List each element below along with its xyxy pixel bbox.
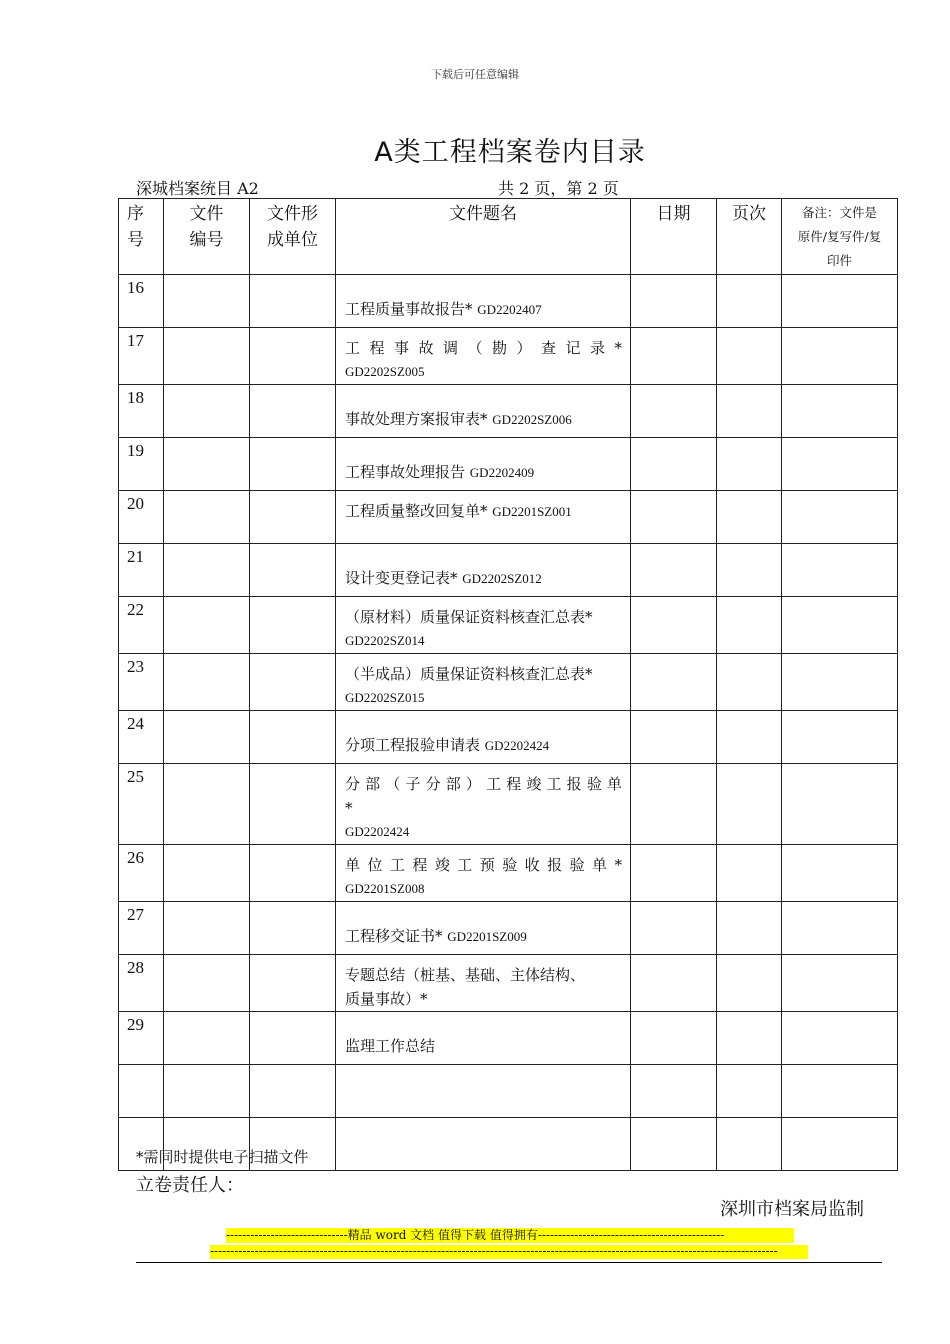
remark-cell xyxy=(782,597,898,654)
unit-cell xyxy=(250,654,336,711)
file-title: 监理工作总结 xyxy=(345,1037,436,1055)
doc-number-cell xyxy=(164,438,250,491)
row-number: 20 xyxy=(119,491,164,544)
file-title: 工程质量整改回复单* xyxy=(345,502,488,520)
file-code: GD2202SZ012 xyxy=(462,571,542,586)
footnote: *需同时提供电子扫描文件 xyxy=(136,1148,309,1166)
table-row xyxy=(119,711,898,764)
file-title: 工程移交证书* xyxy=(345,927,443,945)
table-row xyxy=(119,1012,898,1065)
file-title-cell xyxy=(336,1012,631,1065)
unit-cell xyxy=(250,275,336,328)
file-code: GD2202SZ006 xyxy=(492,412,572,427)
responsible-label: 立卷责任人： xyxy=(136,1175,244,1196)
table-row xyxy=(119,764,898,845)
row-number: 18 xyxy=(119,385,164,438)
page-cell xyxy=(717,1118,782,1171)
file-title-cell xyxy=(336,491,631,544)
file-title-cell xyxy=(336,711,631,764)
page-cell xyxy=(717,711,782,764)
file-title: 分项工程报验申请表 xyxy=(345,736,481,754)
file-code: GD2202424 xyxy=(345,824,410,839)
header-seq: 序 号 xyxy=(119,199,164,275)
row-number: 26 xyxy=(119,845,164,902)
remark-cell xyxy=(782,544,898,597)
file-title-cell xyxy=(336,1065,631,1118)
unit-cell xyxy=(250,764,336,845)
catalog-code: 深城档案统目 A2 xyxy=(136,179,259,198)
table-row xyxy=(119,544,898,597)
table-row xyxy=(119,275,898,328)
file-code: GD2201SZ008 xyxy=(345,881,425,896)
doc-number-cell xyxy=(164,385,250,438)
doc-number-cell xyxy=(164,711,250,764)
row-number: 25 xyxy=(119,764,164,845)
remark-cell xyxy=(782,1012,898,1065)
page-cell xyxy=(717,275,782,328)
unit-cell xyxy=(250,438,336,491)
remark-cell xyxy=(782,328,898,385)
file-title: 工 程 事 故 调 （ 勘 ） 查 记 录 * xyxy=(345,339,622,357)
row-number: 22 xyxy=(119,597,164,654)
table-row xyxy=(119,597,898,654)
header-date: 日期 xyxy=(631,199,717,275)
remark-cell xyxy=(782,711,898,764)
file-title-cell xyxy=(336,385,631,438)
unit-cell xyxy=(250,328,336,385)
file-title-cell xyxy=(336,764,631,845)
doc-number-cell xyxy=(164,544,250,597)
remark-cell xyxy=(782,902,898,955)
header-note: 下载后可任意编辑 xyxy=(431,68,519,81)
file-title: 工程质量事故报告* xyxy=(345,300,473,318)
row-number: 21 xyxy=(119,544,164,597)
remark-cell xyxy=(782,955,898,1012)
table-row xyxy=(119,654,898,711)
page-cell xyxy=(717,845,782,902)
date-cell xyxy=(631,328,717,385)
doc-number-cell xyxy=(164,1065,250,1118)
file-code: GD2201SZ001 xyxy=(492,504,572,519)
table-row xyxy=(119,491,898,544)
doc-number-cell xyxy=(164,1012,250,1065)
header-doc-number: 文件 编号 xyxy=(164,199,250,275)
page-cell xyxy=(717,654,782,711)
catalog-table xyxy=(118,198,898,1171)
unit-cell xyxy=(250,597,336,654)
page-cell xyxy=(717,385,782,438)
file-title: （半成品）质量保证资料核查汇总表* xyxy=(345,665,593,683)
file-title: 事故处理方案报审表* xyxy=(345,410,488,428)
file-code: GD2202409 xyxy=(469,465,535,480)
file-title: （原材料）质量保证资料核查汇总表* xyxy=(345,608,593,626)
file-title: 设计变更登记表* xyxy=(345,569,458,587)
doc-number-cell xyxy=(164,902,250,955)
date-cell xyxy=(631,1118,717,1171)
date-cell xyxy=(631,711,717,764)
date-cell xyxy=(631,438,717,491)
date-cell xyxy=(631,597,717,654)
unit-cell xyxy=(250,1012,336,1065)
doc-number-cell xyxy=(164,491,250,544)
row-number: 28 xyxy=(119,955,164,1012)
doc-number-cell xyxy=(164,597,250,654)
table-row xyxy=(119,955,898,1012)
doc-number-cell xyxy=(164,275,250,328)
page-count: 共 2 页，第 2 页 xyxy=(498,179,619,198)
date-cell xyxy=(631,764,717,845)
table-row xyxy=(119,328,898,385)
row-number: 16 xyxy=(119,275,164,328)
page-cell xyxy=(717,955,782,1012)
unit-cell xyxy=(250,902,336,955)
promo-banner-line2: -------------------------------------------------------------------------------------------------------------------------------------------- xyxy=(210,1245,808,1259)
file-code: GD2201SZ009 xyxy=(447,929,527,944)
unit-cell xyxy=(250,955,336,1012)
file-title: 专题总结（桩基、基础、主体结构、 xyxy=(345,966,586,984)
file-title: 分 部 （ 子 分 部 ） 工 程 竣 工 报 验 单 * xyxy=(345,775,622,817)
unit-cell xyxy=(250,491,336,544)
row-number: 23 xyxy=(119,654,164,711)
unit-cell xyxy=(250,1065,336,1118)
remark-cell xyxy=(782,438,898,491)
unit-cell xyxy=(250,711,336,764)
doc-number-cell xyxy=(164,845,250,902)
table-row xyxy=(119,902,898,955)
remark-cell xyxy=(782,275,898,328)
unit-cell xyxy=(250,385,336,438)
header-title: 文件题名 xyxy=(336,199,631,275)
header-remark: 备注：文件是 原件/复写件/复 印件 xyxy=(782,199,898,275)
doc-number-cell xyxy=(164,328,250,385)
file-code: GD2202SZ014 xyxy=(345,633,425,648)
date-cell xyxy=(631,902,717,955)
unit-cell xyxy=(250,544,336,597)
file-title-cell xyxy=(336,328,631,385)
date-cell xyxy=(631,385,717,438)
footer-divider xyxy=(136,1262,882,1263)
file-title-cell xyxy=(336,1118,631,1171)
file-title-cell xyxy=(336,438,631,491)
row-number: 29 xyxy=(119,1012,164,1065)
row-number: 17 xyxy=(119,328,164,385)
row-number: 19 xyxy=(119,438,164,491)
date-cell xyxy=(631,275,717,328)
date-cell xyxy=(631,1012,717,1065)
file-code: GD2202424 xyxy=(484,738,550,753)
table-header-row xyxy=(119,199,898,275)
date-cell xyxy=(631,491,717,544)
page-cell xyxy=(717,1065,782,1118)
doc-number-cell xyxy=(164,764,250,845)
file-title-cell xyxy=(336,544,631,597)
file-title-cell xyxy=(336,955,631,1012)
file-title-cell xyxy=(336,845,631,902)
file-title-cell xyxy=(336,597,631,654)
file-title: 工程事故处理报告 xyxy=(345,463,466,481)
row-number xyxy=(119,1065,164,1118)
file-code: GD2202SZ005 xyxy=(345,364,425,379)
page-cell xyxy=(717,438,782,491)
date-cell xyxy=(631,1065,717,1118)
file-code: GD2202SZ015 xyxy=(345,690,425,705)
date-cell xyxy=(631,845,717,902)
page-cell xyxy=(717,328,782,385)
file-code: GD2202407 xyxy=(477,302,542,317)
remark-cell xyxy=(782,385,898,438)
date-cell xyxy=(631,544,717,597)
page-cell xyxy=(717,902,782,955)
file-title: 单 位 工 程 竣 工 预 验 收 报 验 单 * xyxy=(345,856,622,874)
remark-cell xyxy=(782,1118,898,1171)
remark-cell xyxy=(782,654,898,711)
page-cell xyxy=(717,597,782,654)
date-cell xyxy=(631,654,717,711)
table-row xyxy=(119,1065,898,1118)
header-unit: 文件形 成单位 xyxy=(250,199,336,275)
page-cell xyxy=(717,764,782,845)
table-row xyxy=(119,438,898,491)
row-number: 24 xyxy=(119,711,164,764)
unit-cell xyxy=(250,845,336,902)
doc-number-cell xyxy=(164,955,250,1012)
remark-cell xyxy=(782,845,898,902)
page-title: A类工程档案卷内目录 xyxy=(374,137,646,168)
remark-cell xyxy=(782,491,898,544)
row-number: 27 xyxy=(119,902,164,955)
file-title-cell xyxy=(336,902,631,955)
page-cell xyxy=(717,491,782,544)
page-cell xyxy=(717,1012,782,1065)
doc-number-cell xyxy=(164,654,250,711)
header-page: 页次 xyxy=(717,199,782,275)
supervisor-label: 深圳市档案局监制 xyxy=(720,1199,864,1220)
file-title-cell xyxy=(336,654,631,711)
page-cell xyxy=(717,544,782,597)
remark-cell xyxy=(782,764,898,845)
file-title-cell xyxy=(336,275,631,328)
promo-banner-line1: ------------------------------精品 word 文档 值得下载 值得拥有---------------------------------------------- xyxy=(226,1228,794,1243)
file-code: 质量事故）* xyxy=(345,990,428,1008)
remark-cell xyxy=(782,1065,898,1118)
table-row xyxy=(119,385,898,438)
date-cell xyxy=(631,955,717,1012)
table-row xyxy=(119,845,898,902)
